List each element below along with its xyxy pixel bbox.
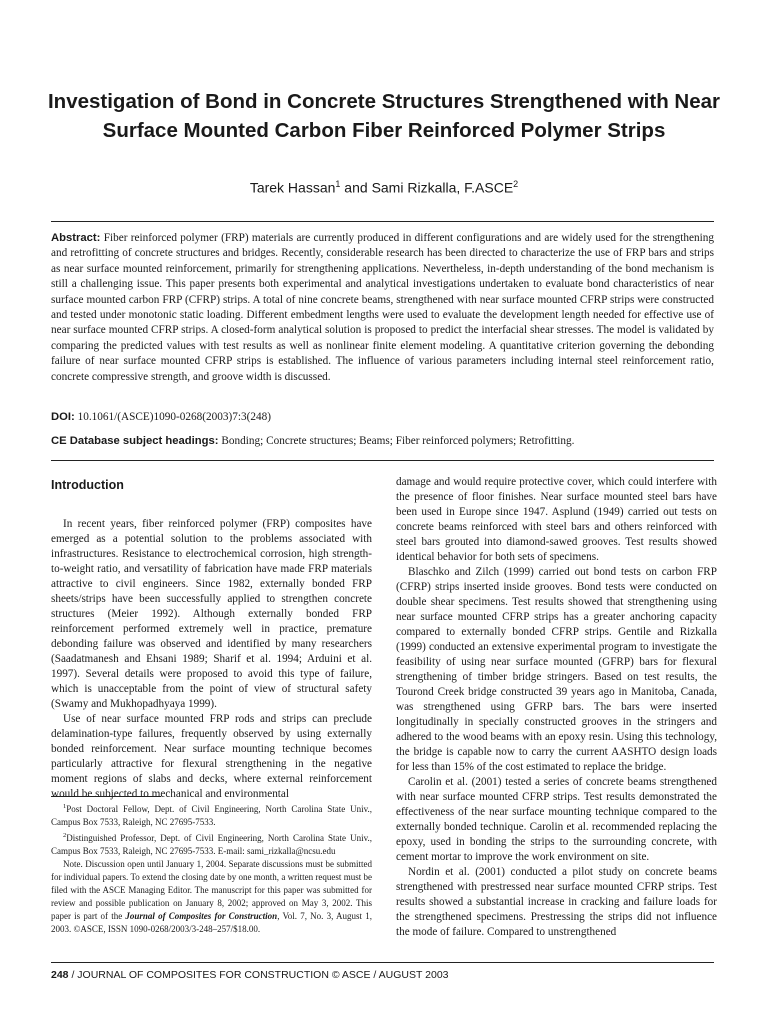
author-line (40, 179, 728, 196)
divider (51, 460, 714, 461)
journal-name: Journal of Composites for Construction (125, 911, 278, 921)
author-name: Sami Rizkalla, F.ASCE (371, 179, 514, 196)
subject-headings-label: CE Database subject headings: (51, 435, 219, 447)
body-paragraph: Carolin et al. (2001) tested a series of concrete beams strengthened with near surface mounted CFRP strips. Test results demonstrated the effectiveness of the near surface mounting technique compared to the externally bonded technique. Carolin et al. recommended replacing the epoxy, used in bonding the strips to the surrounding concrete, with cement mortar to improve the work environment on site. (396, 776, 717, 863)
abstract-text: Fiber reinforced polymer (FRP) materials are currently produced in different configurations and are widely used for the strengthening and retrofitting of concrete structures and bridges. Recently, considerable research has been directed to characterize the use of FRP bars and strips as near surface mounted reinforcement, primarily for strengthening applications. Nevertheless, in-depth understanding of the bond mechanism is still a challenging issue. This paper presents both experimental and analytical investigations undertaken to evaluate bond characteristics of near surface mounted carbon FRP (CFRP) strips. A total of nine concrete beams, strengthened with near surface mounted CFRP strips were constructed and tested under monotonic static loading. Different embedment lengths were used to evaluate the development length needed for effective use of near surface mounted CFRP strips. A closed-form analytical solution is proposed to predict the interfacial shear stresses. The model is validated by comparing the predicted values with test results as well as nonlinear finite element modeling. A quantitative criterion governing the debonding failure of near surface mounted CFRP strips is established. The influence of various parameters including internal steel reinforcement ratio, concrete compressive strength, and groove width is discussed. (51, 232, 714, 383)
body-paragraph: Nordin et al. (2001) conducted a pilot study on concrete beams strengthened with prestressed near surface mounted CFRP strips. Test results showed a substantial increase in cracking and failure loads for the strengthened specimens. Prestressing the strips did not influence the mode of failure. Compared to unstrengthened (396, 866, 717, 938)
page-footer (51, 969, 449, 981)
affiliation-marker: 1 (335, 179, 341, 189)
author-name: Tarek Hassan (249, 179, 336, 196)
note-text: , Vol. 7, No. 3, August 1, 2003. ©ASCE, ISSN 1090-0268/2003/3-248–257/$18.00. (51, 911, 372, 934)
footnote-marker: 1 (63, 803, 67, 810)
doi-label: DOI: (51, 411, 75, 423)
footer-divider (51, 962, 714, 963)
divider (51, 221, 714, 222)
doi-line (51, 411, 714, 423)
footer-text: / JOURNAL OF COMPOSITES FOR CONSTRUCTION © ASCE / AUGUST 2003 (68, 969, 449, 981)
editorial-note (51, 858, 372, 936)
subject-headings-value: Bonding; Concrete structures; Beams; Fiber reinforced polymers; Retrofitting. (221, 435, 575, 447)
affiliation-marker: 2 (513, 179, 519, 189)
note-text: Note. Discussion open until January 1, 2004. Separate discussions must be submitted for individual papers. To extend the closing date by one month, a written request must be filed with the ASCE Managing Editor. The manuscript for this paper was submitted for review and possible publication on January 8, 2002; approved on May 3, 2002. This paper is part of the (51, 859, 372, 921)
abstract-label: Abstract: (51, 232, 101, 244)
paper-title: Investigation of Bond in Concrete Structures Strengthened with Near Surface Mounted Carbon Fiber Reinforced Polymer Strips (47, 90, 720, 142)
footnote-divider (51, 796, 161, 797)
footnote-text: Post Doctoral Fellow, Dept. of Civil Engineering, North Carolina State Univ., Campus Box 7533, Raleigh, NC 27695-7533. (51, 804, 372, 827)
footnote (51, 800, 372, 829)
right-column (396, 475, 717, 940)
abstract (51, 231, 714, 385)
body-paragraph: damage and would require protective cover, which could interfere with the presence of floor finishes. Near surface mounted steel bars have been used in Europe since 1947. Asplund (1949) carried out tests on concrete beams reinforced with steel bars and others reinforced with steel bars grouted into diamond-sawed grooves. Test results showed identical behavior for both sets of specimens. (396, 476, 717, 563)
left-column (51, 478, 372, 802)
page-number: 248 (51, 969, 69, 981)
footnote-marker: 2 (63, 832, 67, 839)
footnote-text: Distinguished Professor, Dept. of Civil Engineering, North Carolina State Univ., Campus Box 7533, Raleigh, NC 27695-7533. E-mail: sami_rizkalla@ncsu.edu (51, 833, 372, 856)
subject-headings (51, 435, 714, 447)
body-paragraph: In recent years, fiber reinforced polymer (FRP) composites have emerged as a potential solution to the problems associated with infrastructures. Resistance to electrochemical corrosion, high strength-to-weight ratio, and versatility of fabrication have made FRP materials attractive to civil engineers. Since 1982, externally bonded FRP sheets/strips have been successfully applied to strengthen concrete structures (Meier 1992). Although externally bonded FRP reinforcement performed extremely well in practice, premature debonding failure was observed and identified by many researchers (Saadatmanesh and Ehsani 1989; Sharif et al. 1994; Arduini et al. 1997). Several details were proposed to avoid this type of failure, which is unacceptable from the point of view of structural safety (Swamy and Mukhopadhyaya 1999). (51, 518, 372, 710)
doi-value[interactable]: 10.1061/(ASCE)1090-0268(2003)7:3(248) (77, 411, 271, 423)
body-paragraph: Use of near surface mounted FRP rods and strips can preclude delamination-type failures, frequently observed by using externally bonded reinforcement. Near surface mounting technique becomes particularly attractive for flexural strengthening in the negative moment regions of slabs and decks, where external reinforcement would be subjected to mechanical and environmental (51, 713, 372, 800)
author-connector: and (340, 179, 372, 196)
body-paragraph: Blaschko and Zilch (1999) carried out bond tests on carbon FRP (CFRP) strips inserted inside grooves. Bond tests were conducted on double shear specimens. Test results showed that strengthening using near surface mounted CFRP strips has a greater anchoring capacity compared to externally bonded CFRP strips. Gentile and Rizkalla (1999) conducted an extensive experimental program to investigate the feasibility of using near surface mounted (GFRP) bars for flexural strengthening of timber bridge stringers. Based on test results, the Tourond Creek bridge constructed 39 years ago in Manitoba, Canada, was strengthened using GFRP bars. The bars were inserted longitudinally in specially constructed grooves in the stringers and adhered to the wood beams with an epoxy resin. Using this technology, the bridge is capable now to carry the current AASHTO design loads for less than 15% of the cost estimated to replace the bridge. (396, 566, 717, 773)
footnote (51, 829, 372, 858)
section-heading: Introduction (51, 478, 124, 492)
footnotes (51, 800, 372, 936)
